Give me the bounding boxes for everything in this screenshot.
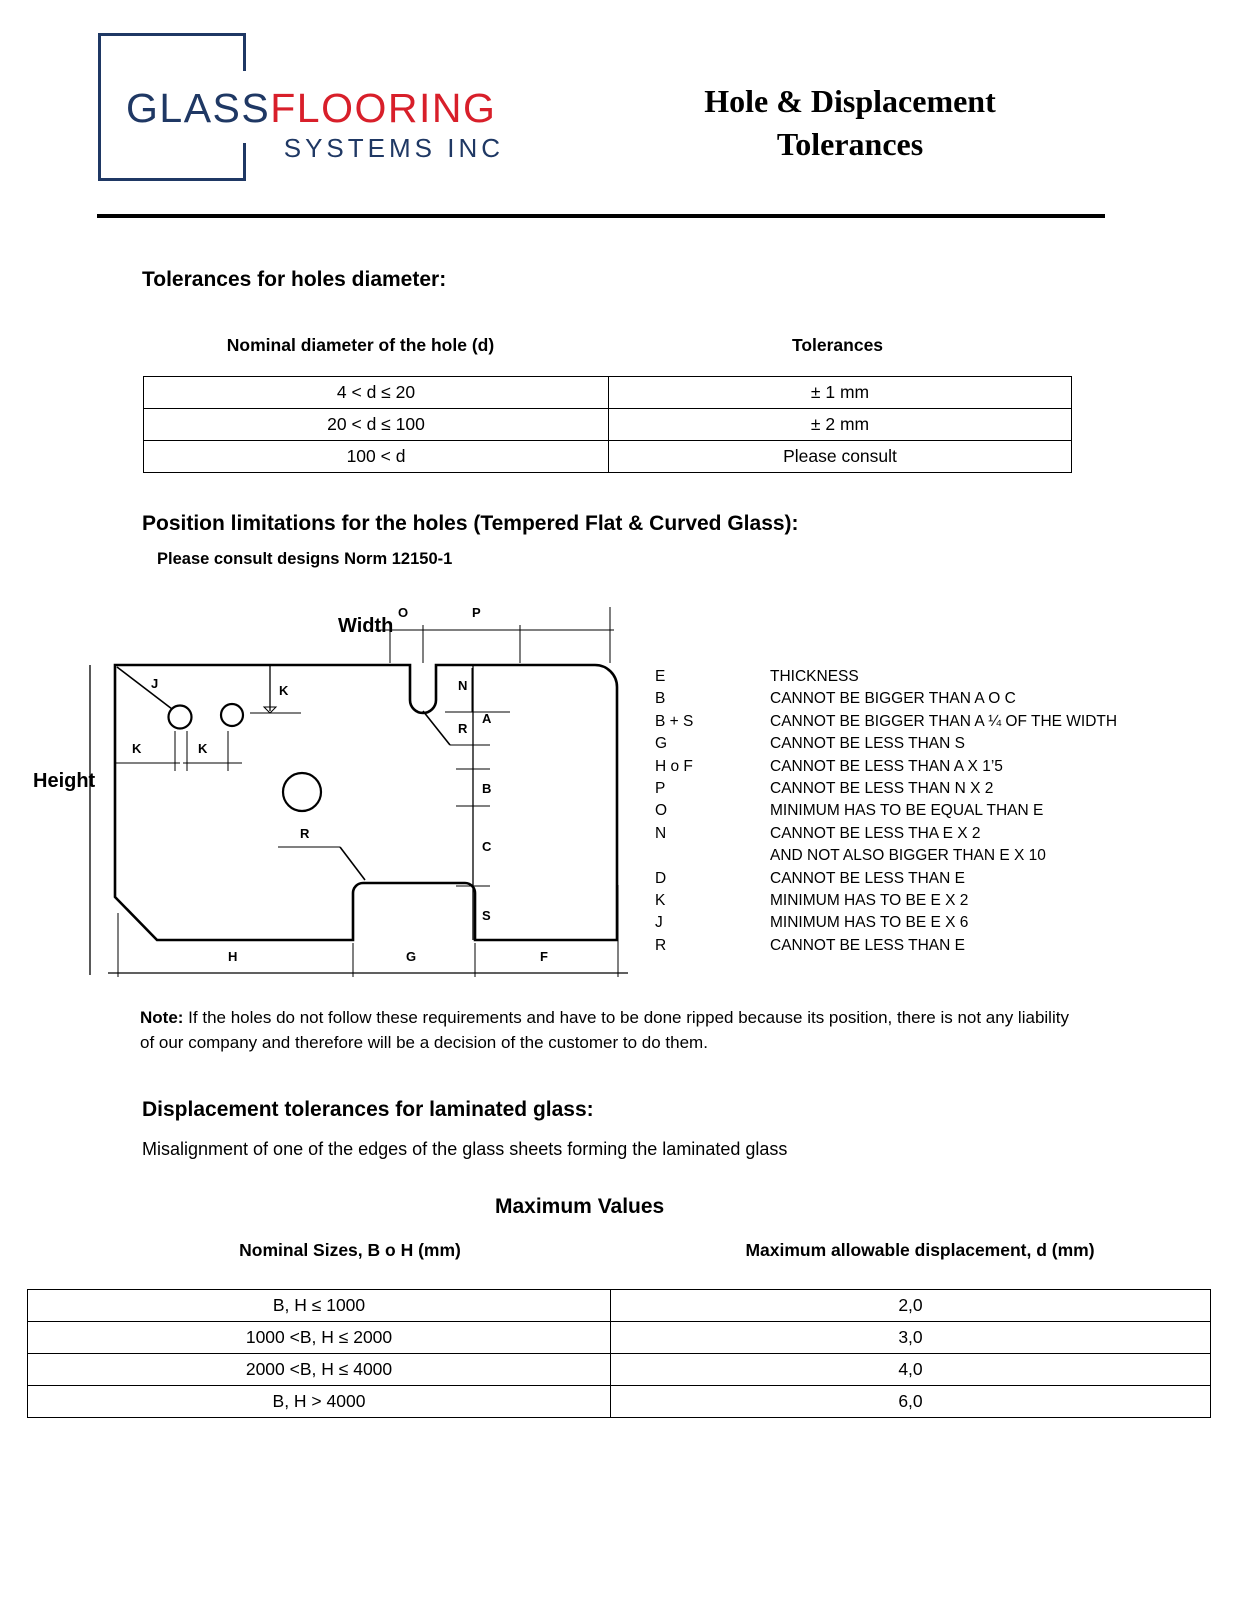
logo-wordmark: [126, 85, 506, 165]
section-heading-position-limitations: Position limitations for the holes (Tempered Flat & Curved Glass):: [142, 512, 799, 535]
table2-cell-size: B, H ≤ 1000: [28, 1290, 611, 1322]
logo-word-systems-inc: SYSTEMS INC: [283, 133, 504, 163]
legend-item: [655, 690, 1175, 712]
note-text: If the holes do not follow these requirements and have to be done ripped because its position, there is not any liability of our company and therefore will be a decision of the customer to do them.: [140, 1008, 1069, 1052]
diagram-callout-a: A: [482, 711, 492, 726]
legend-symbol: B + S: [655, 712, 694, 730]
legend-description: MINIMUM HAS TO BE EQUAL THAN E: [770, 802, 1044, 820]
table2-cell-size: B, H > 4000: [28, 1386, 611, 1418]
note-label: Note:: [140, 1008, 184, 1027]
company-logo: [98, 33, 504, 185]
legend-description: CANNOT BE LESS THAN S: [770, 735, 965, 753]
legend-description: THICKNESS: [770, 668, 859, 685]
legend-item: [655, 914, 1175, 936]
legend-description: CANNOT BE BIGGER THAN A ¼ OF THE WIDTH: [770, 712, 1118, 730]
legend-symbol: R: [655, 936, 667, 954]
holes-diameter-tolerance-table: [143, 376, 1072, 473]
diagram-callout-f: F: [540, 949, 548, 964]
table1-cell-range: 4 < d ≤ 20: [144, 377, 609, 409]
legend-description: CANNOT BE LESS THAN E: [770, 869, 965, 887]
legend-item: [655, 870, 1175, 892]
legend-item: [655, 802, 1175, 824]
diagram-callout-k2: K: [198, 741, 208, 756]
legend-item: [655, 758, 1175, 780]
legend-description: AND NOT ALSO BIGGER THAN E X 10: [770, 847, 1046, 865]
page-header: [0, 0, 1236, 230]
table2-cell-size: 2000 <B, H ≤ 4000: [28, 1354, 611, 1386]
diagram-width-label: Width: [338, 615, 394, 637]
diagram-callout-n: N: [458, 678, 468, 693]
legend-description: CANNOT BE LESS THAN E: [770, 936, 965, 954]
table1-cell-range: 100 < d: [144, 441, 609, 473]
table2-cell-displacement: 2,0: [611, 1290, 1211, 1322]
legend-item-continuation: [655, 847, 1175, 869]
page-title: [600, 80, 1100, 166]
table-row: [144, 377, 1072, 409]
diagram-callout-r-step: R: [300, 826, 310, 841]
legend-description: CANNOT BE LESS THAN N X 2: [770, 779, 994, 797]
legend-item: [655, 780, 1175, 802]
legend-symbol: B: [655, 690, 666, 708]
table1-cell-tolerance: Please consult: [609, 441, 1072, 473]
legend-symbol: O: [655, 802, 668, 820]
logo-word-glass: GLASS: [126, 85, 271, 131]
diagram-callout-o: O: [398, 605, 409, 620]
table2-cell-displacement: 4,0: [611, 1354, 1211, 1386]
table1-cell-range: 20 < d ≤ 100: [144, 409, 609, 441]
legend-description: CANNOT BE BIGGER THAN A O C: [770, 690, 1016, 708]
diagram-legend: [655, 668, 1175, 959]
table-row: [28, 1290, 1211, 1322]
displacement-tolerance-table: [27, 1289, 1211, 1418]
legend-symbol: K: [655, 891, 666, 909]
section2-subheading: Please consult designs Norm 12150-1: [157, 550, 453, 568]
diagram-svg: [20, 585, 650, 1000]
diagram-callout-g: G: [406, 949, 417, 964]
table2-cell-displacement: 6,0: [611, 1386, 1211, 1418]
section-heading-displacement: Displacement tolerances for laminated glass:: [142, 1098, 594, 1121]
diagram-height-label: Height: [33, 770, 96, 792]
header-divider: [97, 214, 1105, 218]
hole-small-right: [221, 704, 243, 726]
table2-col2-header: Maximum allowable displacement, d (mm): [745, 1240, 1095, 1260]
page-title-line-2: Tolerances: [776, 126, 924, 162]
diagram-callout-h: H: [228, 949, 238, 964]
diagram-callout-p: P: [472, 605, 481, 620]
table1-col2-header: Tolerances: [791, 335, 884, 355]
section-heading-holes-diameter: Tolerances for holes diameter:: [142, 268, 447, 291]
legend-item: [655, 735, 1175, 757]
diagram-callout-k1: K: [132, 741, 142, 756]
legend-item: [655, 892, 1175, 914]
table2-col1-header: Nominal Sizes, B o H (mm): [239, 1240, 461, 1260]
legend-description: CANNOT BE LESS THA E X 2: [770, 824, 981, 842]
logo-word-flooring: FLOORING: [270, 85, 497, 131]
hole-center-large: [283, 773, 321, 811]
legend-symbol: E: [655, 668, 666, 685]
diagram-callout-k-vertical: K: [279, 683, 289, 698]
legend-symbol: N: [655, 824, 667, 842]
legend-item: [655, 713, 1175, 735]
legend-symbol: H o F: [655, 757, 693, 775]
diagram-callout-s: S: [482, 908, 491, 923]
legend-symbol: G: [655, 735, 668, 753]
legend-item: [655, 668, 1175, 690]
note-block: [140, 1005, 1070, 1055]
table1-cell-tolerance: ± 1 mm: [609, 377, 1072, 409]
legend-item: [655, 937, 1175, 959]
table-row: [28, 1322, 1211, 1354]
legend-symbol: P: [655, 779, 666, 797]
table1-cell-tolerance: ± 2 mm: [609, 409, 1072, 441]
table-row: [28, 1354, 1211, 1386]
logo-line-1: [126, 85, 506, 131]
legend-symbol: J: [655, 914, 663, 932]
diagram-callout-c: C: [482, 839, 492, 854]
glass-panel-technical-drawing: [20, 585, 650, 1000]
diagram-callout-j: J: [151, 676, 159, 691]
table-row: [28, 1386, 1211, 1418]
legend-description: CANNOT BE LESS THAN A X 1’5: [770, 757, 1003, 775]
table1-col1-header: Nominal diameter of the hole (d): [226, 335, 495, 355]
section3-subtitle: Misalignment of one of the edges of the glass sheets forming the laminated glass: [142, 1139, 788, 1159]
diagram-callout-r-notch: R: [458, 721, 468, 736]
table-row: [144, 409, 1072, 441]
legend-description: MINIMUM HAS TO BE E X 6: [770, 914, 969, 932]
table-row: [144, 441, 1072, 473]
table2-cell-displacement: 3,0: [611, 1322, 1211, 1354]
table2-cell-size: 1000 <B, H ≤ 2000: [28, 1322, 611, 1354]
legend-symbol: D: [655, 869, 667, 887]
page-title-line-1: Hole & Displacement: [704, 83, 996, 119]
maximum-values-title: Maximum Values: [495, 1195, 665, 1218]
legend-description: MINIMUM HAS TO BE E X 2: [770, 891, 969, 909]
diagram-callout-b: B: [482, 781, 492, 796]
legend-item: [655, 825, 1175, 847]
